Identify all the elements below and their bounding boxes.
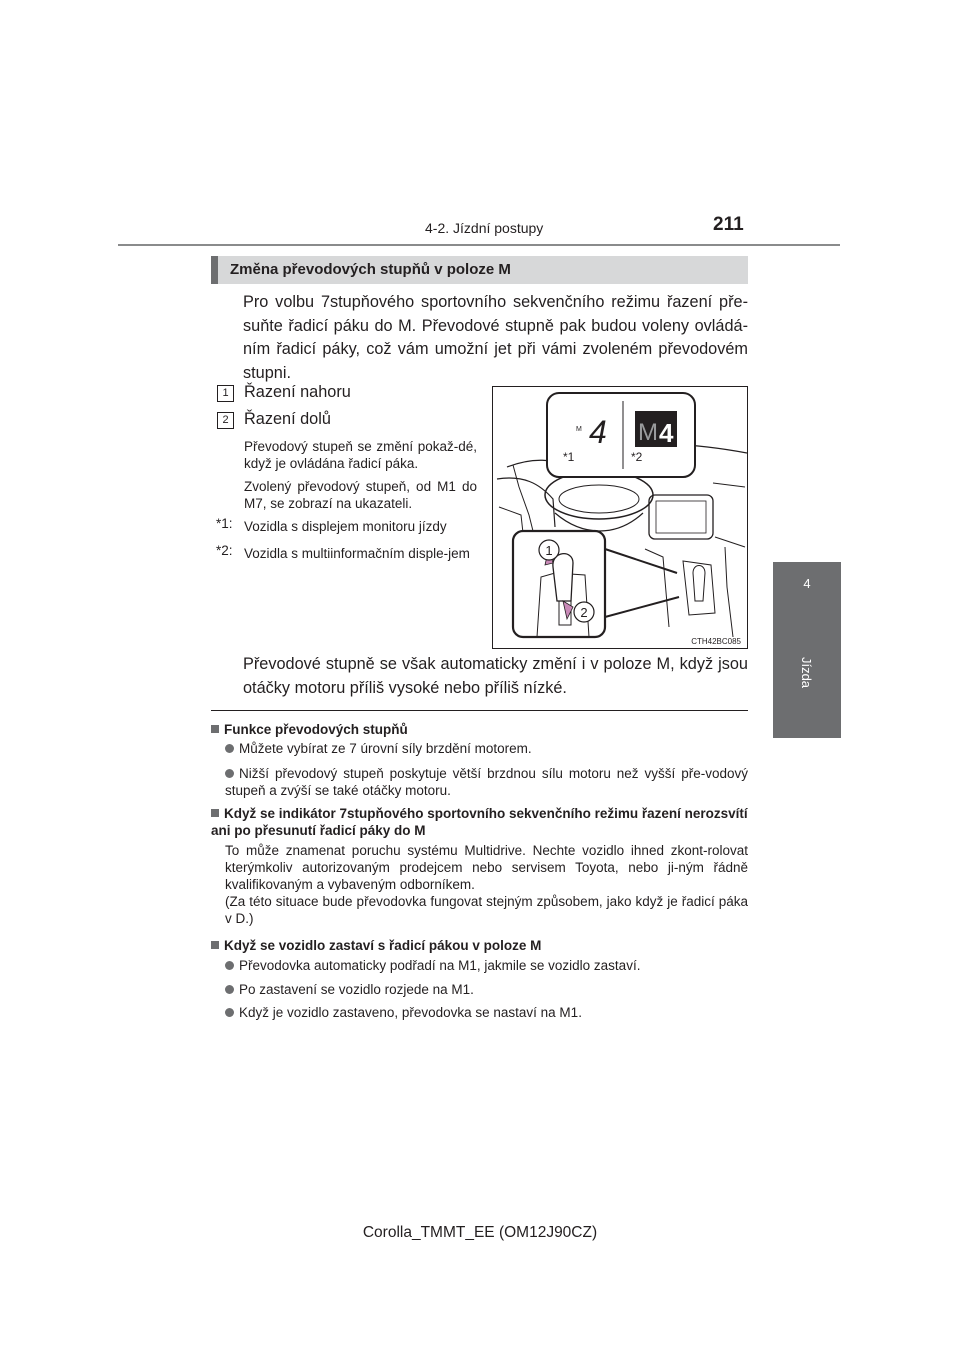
fallback-mode-paragraph: (Za této situace bude převodovka fungovat stejným způsobem, jako když je řadicí páka v D.) (225, 894, 748, 926)
round-bullet-icon (225, 769, 234, 778)
footnote-1-mark: *1: (216, 516, 233, 531)
step-1-label: Řazení nahoru (244, 383, 351, 401)
info-divider (211, 710, 748, 711)
figure-code: CTH42BC085 (691, 637, 741, 646)
note-gear-change: Převodový stupeň se změní pokaž-dé, když je ovládána řadicí páka. (244, 439, 477, 471)
footnote-2-mark: *2: (216, 543, 233, 558)
display1-ref: *1 (563, 450, 575, 464)
round-bullet-icon (225, 744, 234, 753)
square-bullet-icon (211, 725, 219, 733)
step-2-badge: 2 (217, 412, 234, 429)
info-heading-indicator-off: Když se indikátor 7stupňového sportovního sekvenčního režimu řazení nerozsvítí ani po přesunutí řadicí páky do M (211, 806, 748, 838)
note-gear-display: Zvolený převodový stupeň, od M1 do M7, se zobrazí na ukazateli. (244, 479, 477, 511)
section-title: Změna převodových stupňů v poloze M (211, 256, 748, 284)
chapter-tab-label: Jízda (799, 656, 815, 688)
footnote-2-text: Vozidla s multiinformačním disple-jem (244, 546, 470, 561)
bullet-downshift-m1: Převodovka automaticky podřadí na M1, jakmile se vozidlo zastaví. (225, 957, 748, 974)
section-breadcrumb: 4-2. Jízdní postupy (425, 220, 544, 236)
document-footer: Corolla_TMMT_EE (OM12J90CZ) (362, 1224, 598, 1241)
footnote-1-text: Vozidla s displejem monitoru jízdy (244, 519, 447, 534)
round-bullet-icon (225, 985, 234, 994)
header-divider (118, 244, 840, 246)
square-bullet-icon (211, 809, 219, 817)
page-number: 211 (713, 214, 744, 235)
bullet-lower-gear: Nižší převodový stupeň poskytuje větší brzdnou sílu motoru než vyšší pře-vodový stupeň a zvýší se také otáčky motoru. (225, 766, 748, 798)
callout-2: 2 (580, 605, 588, 620)
bullet-start-m1: Po zastavení se vozidlo rozjede na M1. (225, 981, 748, 998)
callout-1: 1 (545, 543, 553, 558)
info-heading-gear-functions: Funkce převodových stupňů (211, 721, 748, 738)
display2-mode: M (638, 419, 658, 446)
bullet-engine-braking-levels: Můžete vybírat ze 7 úrovní síly brzdění motorem. (225, 740, 748, 757)
step-2-label: Řazení dolů (244, 410, 331, 428)
display1-mode: M (576, 426, 582, 433)
auto-shift-paragraph: Převodové stupně se však automaticky změní i v poloze M, když jsou otáčky motoru příliš vysoké nebo příliš nízké. (243, 655, 748, 697)
intro-paragraph: Pro volbu 7stupňového sportovního sekvenčního režimu řazení pře-suňte řadicí páku do M. Převodové stupně pak budou voleny ovládá-ním řadicí páky, což vám umožní jet při vámi zvoleném převodovém stupni. (243, 293, 748, 382)
info-heading-stopped-in-m: Když se vozidlo zastaví s řadicí pákou v poloze M (211, 937, 748, 954)
round-bullet-icon (225, 961, 234, 970)
square-bullet-icon (211, 941, 219, 949)
round-bullet-icon (225, 1008, 234, 1017)
display2-ref: *2 (631, 450, 643, 464)
multidrive-fault-paragraph: To může znamenat poruchu systému Multidrive. Nechte vozidlo ihned zkont-rolovat kterýmkoliv autorizovaným prodejcem nebo servisem Toyota, nebo ji-ným řádně kvalifikovaným a vybaveným odborníkem. (225, 843, 748, 892)
display2-gear: 4 (659, 418, 674, 448)
bullet-set-m1: Když je vozidlo zastaveno, převodovka se nastaví na M1. (225, 1004, 748, 1021)
display1-gear: 4 (589, 414, 607, 450)
step-1-badge: 1 (217, 385, 234, 402)
cockpit-drawing (493, 387, 747, 648)
shift-lever-illustration (492, 386, 748, 649)
chapter-tab-number: 4 (803, 576, 811, 591)
